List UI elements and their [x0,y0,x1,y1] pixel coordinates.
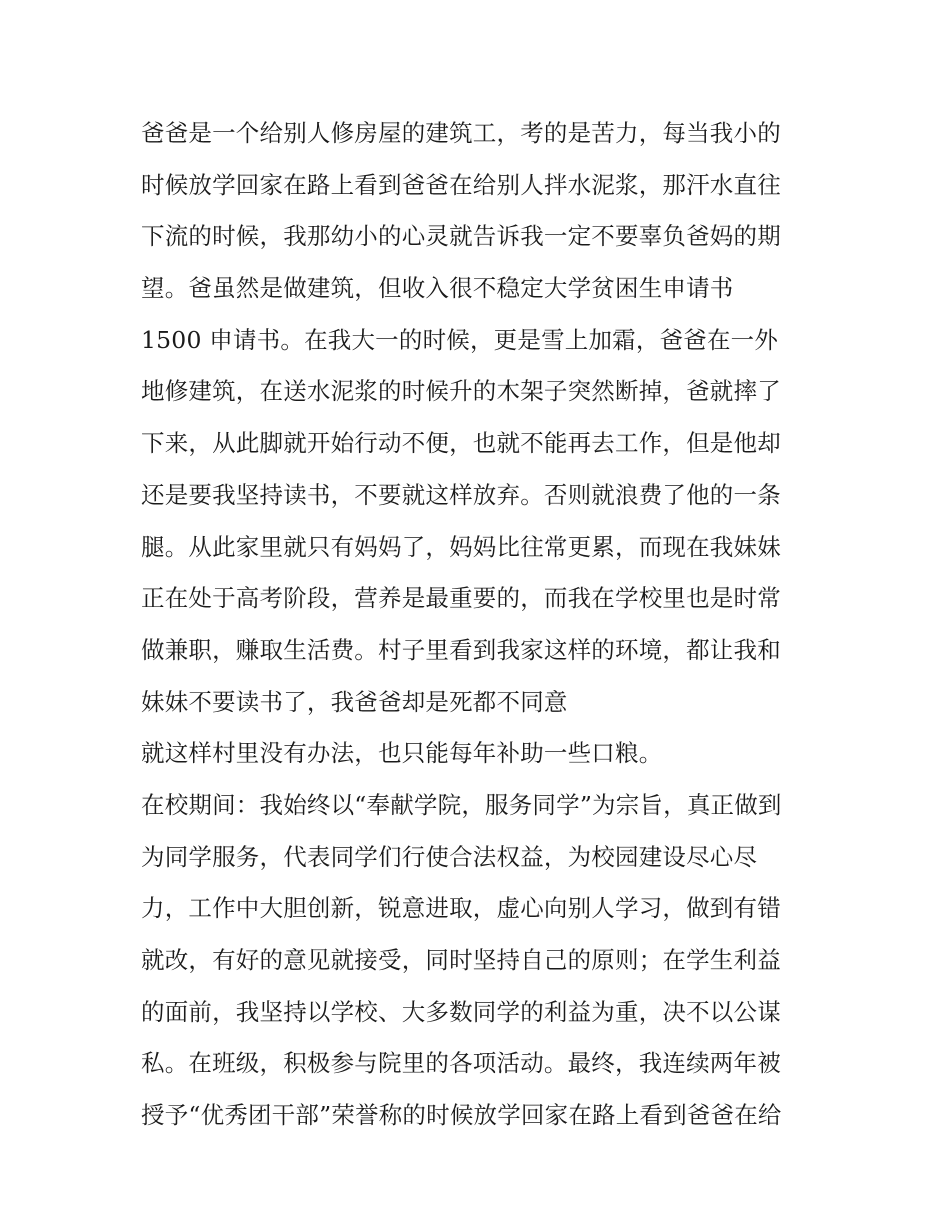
text-line: 下流的时候，我那幼小的心灵就告诉我一定不要辜负爸妈的期 [141,222,781,251]
text-line: 1500 申请书。在我大一的时候，更是雪上加霜，爸爸在一外 [141,325,779,354]
text-line: 就改，有好的意见就接受，同时坚持自己的原则；在学生利益 [141,946,781,974]
text-line: 就这样村里没有办法，也只能每年补助一些口粮。 [141,739,663,768]
body-text [141,108,821,1142]
text-line: 的面前，我坚持以学校、大多数同学的利益为重，决不以公谋 [141,997,781,1026]
text-line: 时候放学回家在路上看到爸爸在给别人拌水泥浆，那汗水直往 [141,170,781,199]
text-line: 地修建筑，在送水泥浆的时候升的木架子突然断掉，爸就摔了 [141,377,781,406]
text-line: 下来，从此脚就开始行动不便，也就不能再去工作，但是他却 [141,429,781,458]
text-line: 望。爸虽然是做建筑，但收入很不稳定大学贫困生申请书 [141,274,734,303]
text-line: 腿。从此家里就只有妈妈了，妈妈比往常更累，而现在我妹妹 [141,532,781,561]
text-line: 在校期间：我始终以“奉献学院，服务同学”为宗旨，真正做到 [141,790,782,819]
text-line: 私。在班级，积极参与院里的各项活动。最终，我连续两年被 [141,1049,781,1078]
text-line: 爸爸是一个给别人修房屋的建筑工，考的是苦力，每当我小的 [141,119,781,147]
text-line: 做兼职，赚取生活费。村子里看到我家这样的环境，都让我和 [141,635,781,664]
text-line: 为同学服务，代表同学们行使合法权益，为校园建设尽心尽 [141,842,758,871]
text-line: 力，工作中大胆创新，锐意进取，虚心向别人学习，做到有错 [141,894,781,923]
text-line: 还是要我坚持读书，不要就这样放弃。否则就浪费了他的一条 [141,480,781,509]
text-line: 妹妹不要读书了，我爸爸却是死都不同意 [141,687,568,716]
text-line: 正在处于高考阶段，营养是最重要的，而我在学校里也是时常 [141,584,781,613]
text-line: 授予“优秀团干部”荣誉称的时候放学回家在路上看到爸爸在给 [141,1101,782,1130]
